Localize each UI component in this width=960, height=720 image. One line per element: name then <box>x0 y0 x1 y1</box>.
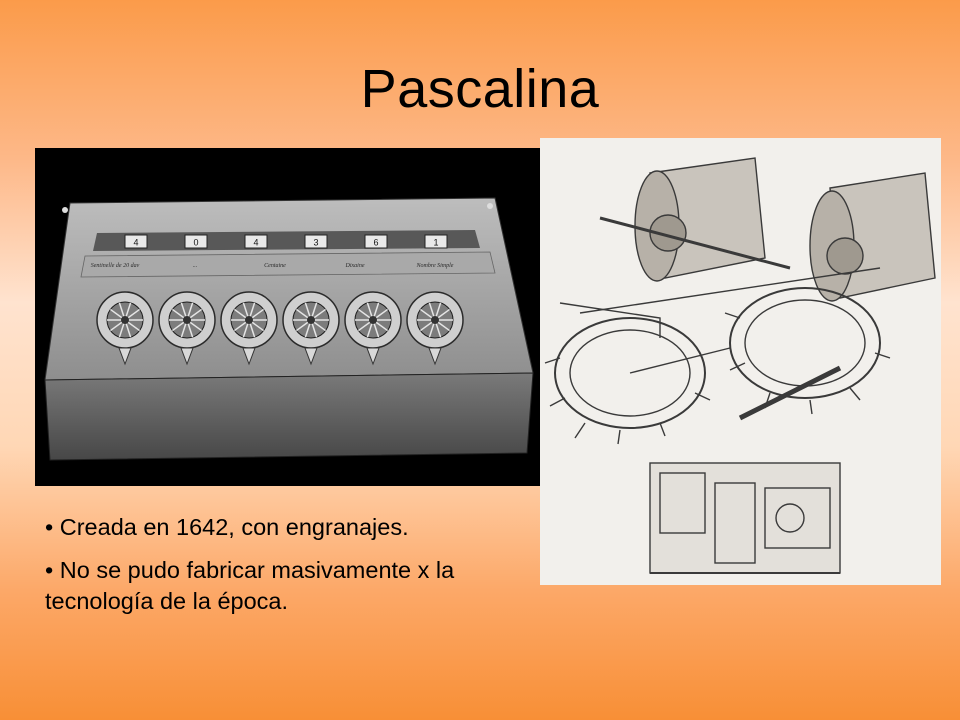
bullet-list <box>45 512 565 629</box>
digit-value: 1 <box>433 237 439 248</box>
digit-value: 3 <box>313 237 319 248</box>
plate-label: Dixaine <box>345 263 365 269</box>
plate-label: Nombre Simple <box>416 263 454 269</box>
gear-mechanism-drawing <box>540 138 941 585</box>
digit-value: 6 <box>373 237 379 248</box>
digit-value: 4 <box>133 237 139 248</box>
plate-label: Centaine <box>264 263 286 269</box>
plate-label: ... <box>192 263 198 269</box>
digit-value: 0 <box>193 237 199 248</box>
bullet-item: • No se pudo fabricar masivamente x la tecnología de la época. <box>45 557 455 614</box>
plate-label: Sentinelle de 20 dav <box>90 263 140 269</box>
slide-title: Pascalina <box>360 59 600 119</box>
bullet-item: • Creada en 1642, con engranajes. <box>45 514 409 540</box>
pascaline-photo <box>35 148 545 486</box>
digit-value: 4 <box>253 237 259 248</box>
